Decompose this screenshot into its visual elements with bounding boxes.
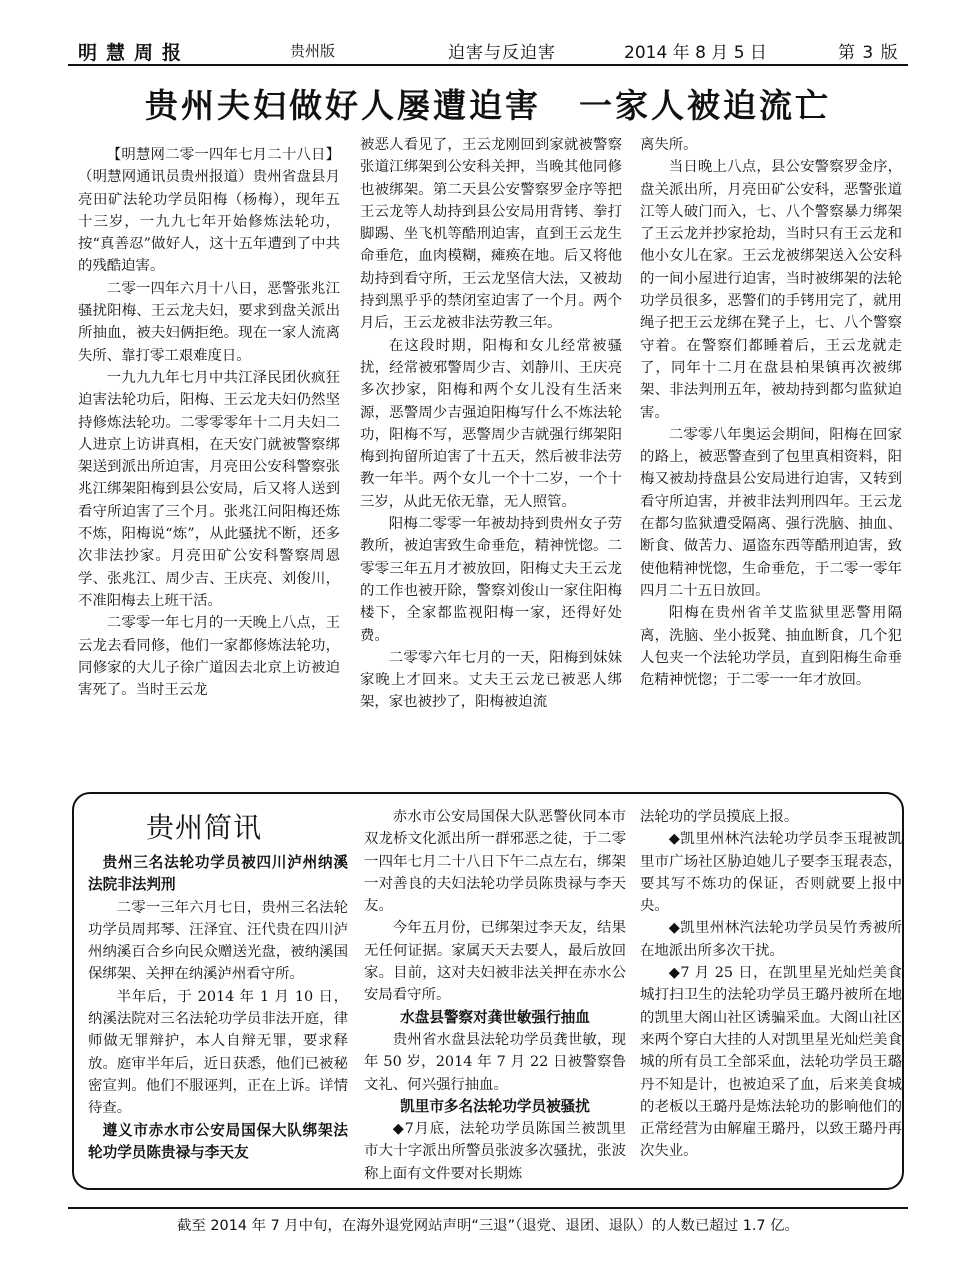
brief-paragraph: ◆凯里州林汽法轮功学员李玉琨被凯里市广场社区胁迫她儿子要李玉琨表态，要其写不炼功的保证，否则就要上报中央。 xyxy=(640,831,902,915)
edition-label: 贵州版 xyxy=(290,42,336,60)
brief-paragraph: ◆7月底，法轮功学员陈国兰被凯里市大十字派出所警员张波多次骚扰，张波称上面有文件要对长期炼 xyxy=(364,1121,626,1182)
article-headline xyxy=(68,80,908,127)
article-paragraph: 离失所。 xyxy=(640,137,698,153)
brief-paragraph: 贵州省水盘县法轮功学员龚世敏，现年 50 岁，2014 年 7 月 22 日被警察鲁文礼、何兴强行抽血。 xyxy=(364,1031,626,1093)
article-paragraph: 在这段时期，阳梅和女儿经常被骚扰，经常被邪警周少吉、刘静川、王庆亮多次抄家，阳梅和两个女儿没有生活来源，恶警周少吉强迫阳梅写什么不炼法轮功，阳梅不写，恶警周少吉就强行绑架阳梅到拘留所迫害了十五天，然后被非法劳教一年半。两个女儿一个十二岁，一个十三岁，从此无依无靠，无人照管。 xyxy=(360,337,622,510)
article-column-3 xyxy=(640,134,902,691)
brief-paragraph: 今年五月份，已绑架过李天友，结果无任何证据。家属天天去要人，最后放回家。目前，这对夫妇被非法关押在赤水公安局看守所。 xyxy=(364,920,626,1004)
brief-column-3 xyxy=(640,806,902,1163)
article-paragraph: 二零零一年七月的一天晚上八点，王云龙去看同修，他们一家都修炼法轮功，同修家的大儿子徐广道因去北京上访被迫害死了。当时王云龙 xyxy=(78,615,340,699)
header-rule xyxy=(68,64,908,66)
article-paragraph: 【明慧网二零一四年七月二十八日】（明慧网通讯员贵州报道）贵州省盘县月亮田矿法轮功学员阳梅（杨梅），现年五十三岁，一九九七年开始修炼法轮功，按“真善忍”做好人，这十五年遭到了中共的残酷迫害。 xyxy=(78,147,340,275)
article-column-1 xyxy=(78,144,340,701)
article-paragraph: 被恶人看见了，王云龙刚回到家就被警察张道江绑架到公安科关押，当晚其他同修也被绑架。第二天县公安警察罗金序等把王云龙等人劫持到县公安局用背铐、拳打脚踢、坐飞机等酷刑迫害，直到王云龙生命垂危，血肉模糊，瘫痪在地。后又将他劫持到看守所，王云龙坚信大法，又被劫持到黑乎乎的禁闭室迫害了一个月。两个月后，王云龙被非法劳教三年。 xyxy=(360,137,622,332)
brief-column-1 xyxy=(88,852,348,1164)
footer-notice: 截至 2014 年 7 月中旬，在海外退党网站声明“三退”（退党、退团、退队）的人数已超过 1.7 亿。 xyxy=(177,1218,799,1234)
article-paragraph: 当日晚上八点，县公安警察罗金序，盘关派出所，月亮田矿公安科，恶警张道江等人破门而入，七、八个警察暴力绑架了王云龙并抄家抢劫，当时只有王云龙和他小女儿在家。王云龙被绑架送入公安科的一间小屋进行迫害，当时被绑架的法轮功学员很多，恶警们的手铐用完了，就用绳子把王云龙绑在凳子上，七、八个警察守着。在警察们都睡着后，王云龙就走了，同年十二月在盘县柏果镇再次被绑架、非法判刑五年，被劫持到都匀监狱迫害。 xyxy=(640,159,902,421)
brief-column-2 xyxy=(364,806,626,1185)
page-number: 第 3 版 xyxy=(838,43,899,63)
brief-paragraph: 赤水市公安局国保大队恶警伙同本市双龙桥文化派出所一群邪恶之徒，于二零一四年七月二十八日下午二点左右，绑架一对善良的夫妇法轮功学员陈贵禄与李天友。 xyxy=(364,809,626,915)
brief-item-headline: 贵州三名法轮功学员被四川泸州纳溪法院非法判刑 xyxy=(88,854,348,894)
brief-paragraph: 二零一三年六月七日，贵州三名法轮功学员周邦琴、汪泽宜、汪代贵在四川泸州纳溪百合乡向民众赠送光盘，被纳溪国保绑架、关押在纳溪泸州看守所。 xyxy=(88,899,348,983)
headline-part1: 贵州夫妇做好人屡遭迫害 xyxy=(145,86,541,125)
article-paragraph: 二零一四年六月十八日，恶警张兆江骚扰阳梅、王云龙夫妇，要求到盘关派出所抽血，被夫妇俩拒绝。现在一家人流离失所、靠打零工艰难度日。 xyxy=(78,280,340,364)
brief-paragraph: ◆7 月 25 日，在凯里星光灿烂美食城打扫卫生的法轮功学员王璐丹被所在地的凯里大阁山社区诱骗采血。大阁山社区来两个穿白大挂的人对凯里星光灿烂美食城的所有员工全部采血，法轮功学员王璐丹不知是计，也被迫采了血，后来美食城的老板以王璐丹是炼法轮功的影响他们的正常经营为由解雇王璐丹，以致王璐丹再次失业。 xyxy=(640,965,902,1160)
paper-name: 明慧周报 xyxy=(78,42,191,64)
brief-item-headline: 水盘县警察对龚世敏强行抽血 xyxy=(400,1008,590,1026)
brief-item-headline: 凯里市多名法轮功学员被骚扰 xyxy=(400,1097,590,1115)
article-paragraph: 阳梅二零零一年被劫持到贵州女子劳教所，被迫害致生命垂危，精神恍惚。二零零三年五月才被放回，阳梅丈夫王云龙的工作也被开除，警察刘俊山一家住阳梅楼下，全家都监视阳梅一家，还得好处费。 xyxy=(360,516,622,644)
article-paragraph: 二零零八年奥运会期间，阳梅在回家的路上，被恶警查到了包里真相资料，阳梅又被劫持盘县公安局进行迫害，又转到看守所迫害，并被非法判刑四年。王云龙在都匀监狱遭受隔离、强行洗脑、抽血、断食、做苦力、逼盗东西等酷刑迫害，致使他精神恍惚，生命垂危，于二零一零年四月二十五日放回。 xyxy=(640,426,902,599)
section-label: 迫害与反迫害 xyxy=(448,43,556,63)
brief-item-headline: 遵义市赤水市公安局国保大队绑架法轮功学员陈贵禄与李天友 xyxy=(88,1121,348,1161)
brief-title: 贵州简讯 xyxy=(146,811,263,844)
article-column-2 xyxy=(360,134,622,714)
brief-paragraph: ◆凯里州林汽法轮功学员吴竹秀被所在地派出所多次干扰。 xyxy=(640,920,902,959)
article-paragraph: 二零零六年七月的一天，阳梅到妹妹家晚上才回来。丈夫王云龙已被恶人绑架，家也被抄了，阳梅被迫流 xyxy=(360,649,622,711)
article-paragraph: 阳梅在贵州省羊艾监狱里恶警用隔离，洗脑、坐小扳凳、抽血断食，几个犯人包夹一个法轮功学员，直到阳梅生命垂危精神恍惚；于二零一一年才放回。 xyxy=(640,605,902,689)
masthead xyxy=(68,36,908,62)
headline-part2: 一家人被迫流亡 xyxy=(579,86,831,125)
issue-date: 2014 年 8 月 5 日 xyxy=(624,43,767,63)
article-paragraph: 一九九九年七月中共江泽民团伙疯狂迫害法轮功后，阳梅、王云龙夫妇仍然坚持修炼法轮功。二零零零年十二月夫妇二人进京上访讲真相，在天安门就被警察绑架送到派出所迫害，月亮田公安科警察张兆江绑架阳梅到县公安局，后又将人送到看守所迫害了三个月。张兆江问阳梅还炼不炼，阳梅说“炼”，从此骚扰不断，还多次非法抄家。月亮田矿公安科警察周恩学、张兆江、周少吉、王庆亮、刘俊川，不准阳梅去上班干活。 xyxy=(78,369,340,609)
brief-paragraph: 半年后，于 2014 年 1 月 10 日，纳溪法院对三名法轮功学员非法开庭，律师做无罪辩护，本人自辩无罪，要求释放。庭审半年后，近日获悉，他们已被秘密宣判。他们不服诬判，正在上诉。详情待查。 xyxy=(88,988,348,1117)
brief-paragraph: 法轮功的学员摸底上报。 xyxy=(640,809,799,825)
footer-rule xyxy=(68,1207,908,1209)
